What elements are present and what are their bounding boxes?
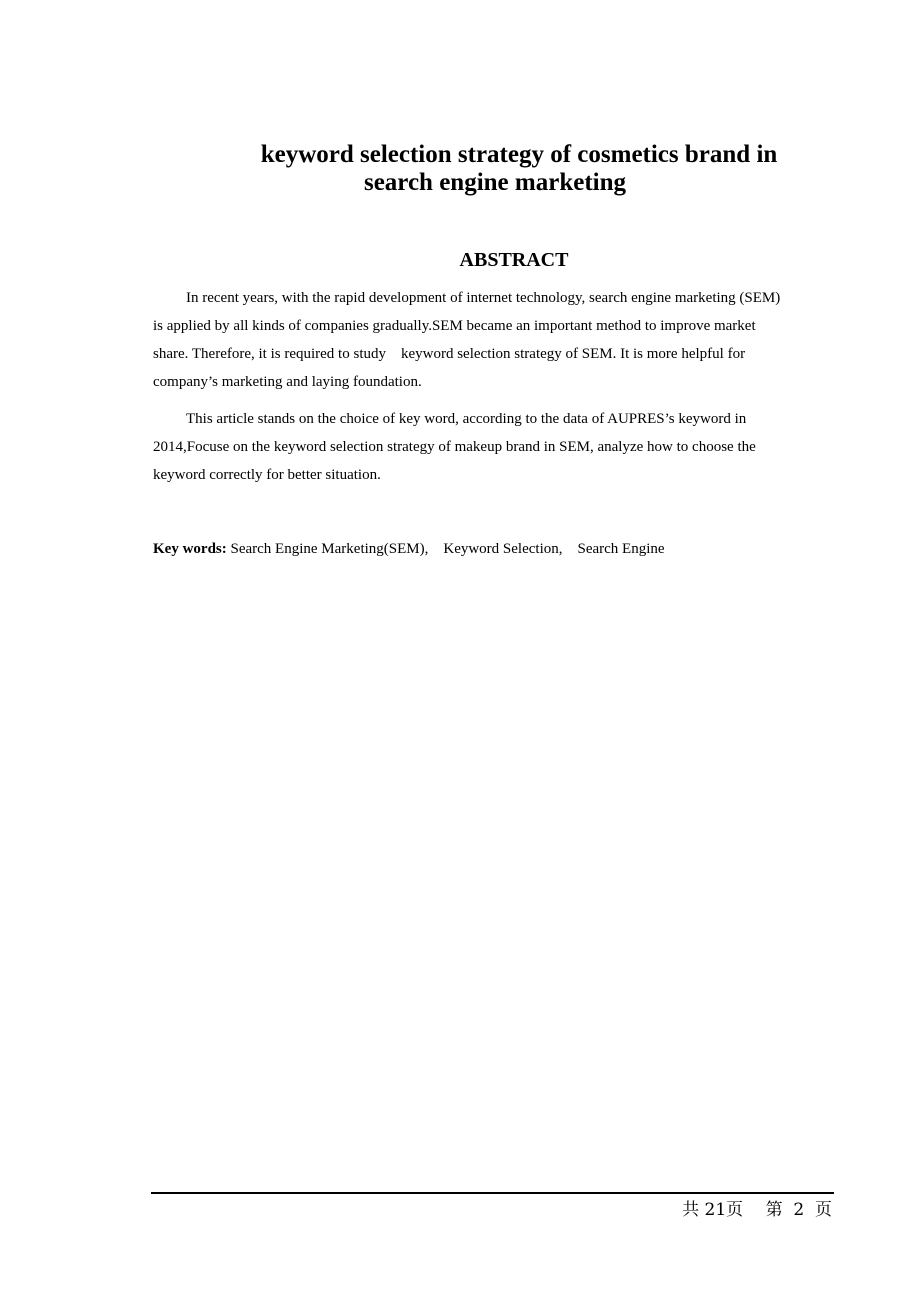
paragraph-line: is applied by all kinds of companies gradually.SEM became an important method to improve market	[153, 318, 756, 334]
document-title-line-2: search engine marketing	[363, 169, 626, 196]
abstract-paragraph-1	[153, 284, 835, 396]
keywords-label: Key words:	[153, 541, 227, 557]
abstract-paragraph-2	[153, 405, 835, 489]
keywords-text: Search Engine Marketing(SEM), Keyword Selection, Search Engine	[226, 541, 665, 557]
keywords-line	[153, 535, 665, 563]
paragraph-line: company’s marketing and laying foundation.	[153, 374, 422, 390]
abstract-heading: ABSTRACT	[459, 249, 569, 271]
paragraph-line: share. Therefore, it is required to study keyword selection strategy of SEM. It is more helpful for	[153, 346, 746, 362]
footer-divider	[151, 1192, 834, 1194]
paragraph-line: keyword correctly for better situation.	[153, 467, 381, 483]
paragraph-line: 2014,Focuse on the keyword selection strategy of makeup brand in SEM, analyze how to choose the	[153, 439, 756, 455]
paragraph-line: In recent years, with the rapid development of internet technology, search engine marketing (SEM)	[186, 290, 781, 306]
document-title-line-1: keyword selection strategy of cosmetics brand in	[260, 141, 778, 168]
paragraph-line: This article stands on the choice of key word, according to the data of AUPRES’s keyword in	[186, 411, 747, 427]
page-number: 共 21页 第 2 页	[682, 1200, 832, 1220]
